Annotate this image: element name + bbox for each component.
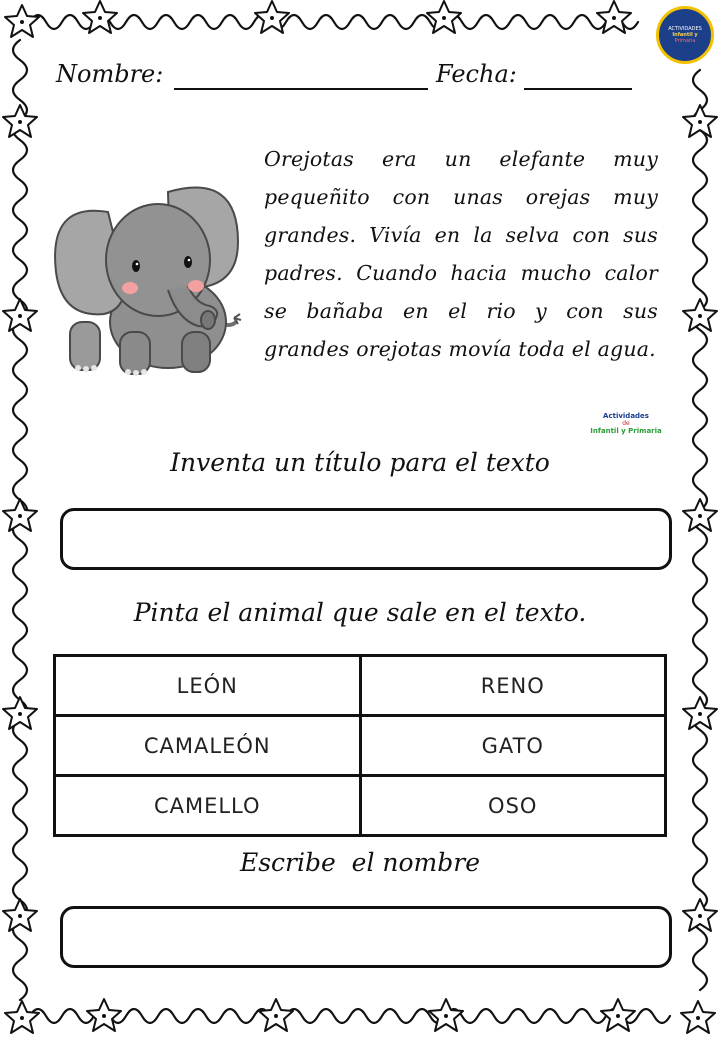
logo-line-1: ACTIVIDADES bbox=[668, 26, 702, 32]
animal-option-cell[interactable]: OSO bbox=[360, 776, 666, 836]
title-question-heading: Inventa un título para el texto bbox=[170, 448, 550, 477]
table-row bbox=[55, 656, 666, 716]
name-answer-box[interactable] bbox=[60, 906, 672, 968]
write-name-heading: Escribe el nombre bbox=[239, 848, 481, 877]
brand-line-3: Infantil y Primaria bbox=[590, 427, 662, 435]
brand-line-1: Actividades bbox=[603, 412, 649, 420]
animal-options-table bbox=[53, 654, 667, 837]
logo-line-3: Primaria bbox=[674, 38, 696, 44]
animal-question-heading: Pinta el animal que sale en el texto. bbox=[133, 598, 587, 627]
animal-option-cell[interactable]: CAMELLO bbox=[55, 776, 361, 836]
date-blank-line[interactable] bbox=[524, 88, 632, 90]
title-answer-box[interactable] bbox=[60, 508, 672, 570]
table-row bbox=[55, 716, 666, 776]
date-label: Fecha: bbox=[436, 60, 517, 88]
animal-option-cell[interactable]: LEÓN bbox=[55, 656, 361, 716]
header-fields bbox=[56, 58, 636, 92]
logo-line-2: Infantil y bbox=[672, 32, 698, 38]
animal-option-cell[interactable]: CAMALEÓN bbox=[55, 716, 361, 776]
brand-line-2: de bbox=[622, 420, 630, 427]
elephant-illustration bbox=[48, 172, 262, 386]
animal-option-cell[interactable]: RENO bbox=[360, 656, 666, 716]
animal-option-cell[interactable]: GATO bbox=[360, 716, 666, 776]
brand-logo bbox=[656, 6, 714, 64]
story-paragraph: Orejotas era un elefante muy pequeñito con unas orejas muy grandes. Vivía en la selva con sus padres. Cuando hacia mucho calor se bañaba en el rio y con sus grandes orejotas movía toda el agua. bbox=[264, 147, 658, 361]
table-row bbox=[55, 776, 666, 836]
name-blank-line[interactable] bbox=[174, 88, 428, 90]
name-label: Nombre: bbox=[56, 60, 164, 88]
small-brand-mark bbox=[584, 412, 668, 442]
